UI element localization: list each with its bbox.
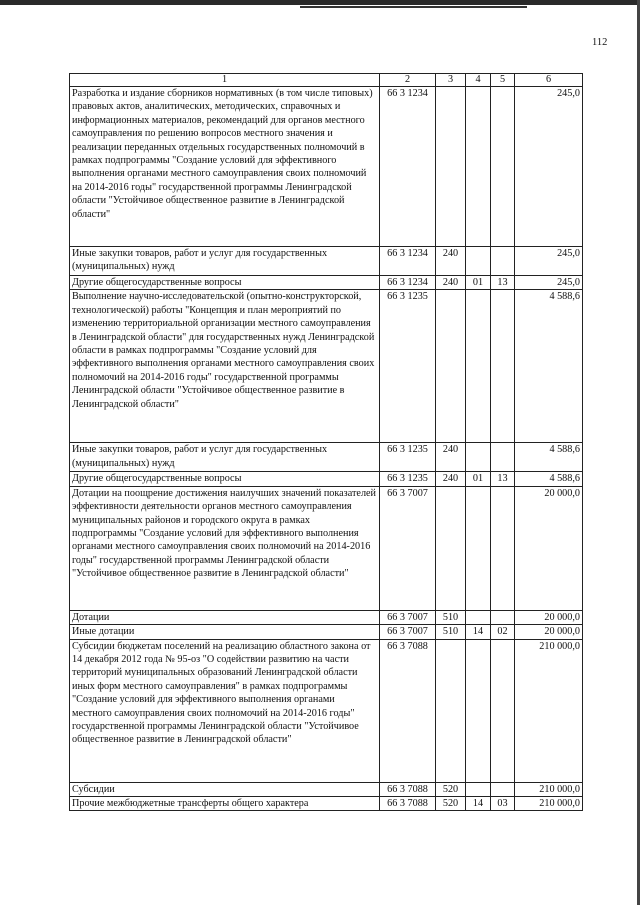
row-code: 66 3 7088 — [380, 797, 436, 811]
row-vr: 520 — [436, 782, 466, 796]
row-code: 66 3 7088 — [380, 782, 436, 796]
row-rz — [466, 290, 491, 443]
row-rz: 14 — [466, 625, 491, 639]
header-cell: 2 — [380, 74, 436, 87]
row-code: 66 3 7007 — [380, 610, 436, 624]
scan-edge-top — [0, 0, 640, 5]
row-amount: 210 000,0 — [515, 782, 583, 796]
row-rz — [466, 247, 491, 276]
row-amount: 4 588,6 — [515, 290, 583, 443]
row-pr — [491, 247, 515, 276]
table-row — [70, 610, 583, 624]
row-name: Иные дотации — [70, 625, 380, 639]
page-number: 112 — [592, 37, 608, 48]
table-row — [70, 486, 583, 610]
row-vr — [436, 486, 466, 610]
row-pr: 03 — [491, 797, 515, 811]
row-code: 66 3 7007 — [380, 486, 436, 610]
table-row — [70, 247, 583, 276]
row-vr: 520 — [436, 797, 466, 811]
table-row — [70, 87, 583, 247]
row-amount: 245,0 — [515, 247, 583, 276]
budget-table — [69, 73, 583, 811]
row-vr: 240 — [436, 443, 466, 472]
row-vr: 240 — [436, 276, 466, 290]
row-name: Субсидии — [70, 782, 380, 796]
row-rz: 14 — [466, 797, 491, 811]
table-row — [70, 782, 583, 796]
row-amount: 245,0 — [515, 87, 583, 247]
table-row — [70, 290, 583, 443]
row-name: Выполнение научно-исследовательской (опытно-конструкторской, технологической) работы "Концепция и план мероприятий по изменению территориальной организации местного самоуправления в Ленинградской области" для государственных нужд Ленинградской области в рамках подпрограммы "Создание условий для эффективного выполнения органами местного самоуправления своих полномочий на 2014-2016 годы" государственной программы Ленинградской области "Устойчивое общественное развитие в Ленинградской области" — [70, 290, 380, 443]
row-name: Другие общегосударственные вопросы — [70, 276, 380, 290]
row-amount: 210 000,0 — [515, 639, 583, 782]
row-name: Дотации — [70, 610, 380, 624]
row-vr: 240 — [436, 472, 466, 486]
row-rz — [466, 782, 491, 796]
row-amount: 20 000,0 — [515, 610, 583, 624]
row-vr — [436, 290, 466, 443]
row-vr — [436, 639, 466, 782]
row-vr: 510 — [436, 610, 466, 624]
row-pr — [491, 639, 515, 782]
row-code: 66 3 1235 — [380, 472, 436, 486]
table-row — [70, 276, 583, 290]
row-rz — [466, 610, 491, 624]
row-name: Дотации на поощрение достижения наилучших значений показателей эффективности деятельности органов местного самоуправления муниципальных районов и городского округа в рамках подпрограммы "Создание условий для эффективного выполнения органами местного самоуправления своих полномочий на 2014-2016 годы" государственной программы Ленинградской области "Устойчивое общественное развитие в Ленинградской области" — [70, 486, 380, 610]
row-rz — [466, 443, 491, 472]
table-row — [70, 797, 583, 811]
row-code: 66 3 1235 — [380, 443, 436, 472]
row-pr: 02 — [491, 625, 515, 639]
row-rz — [466, 639, 491, 782]
row-name: Иные закупки товаров, работ и услуг для государственных (муниципальных) нужд — [70, 443, 380, 472]
row-code: 66 3 1234 — [380, 87, 436, 247]
row-amount: 4 588,6 — [515, 443, 583, 472]
row-code: 66 3 7007 — [380, 625, 436, 639]
row-vr: 240 — [436, 247, 466, 276]
row-pr — [491, 290, 515, 443]
scan-edge-mark — [300, 6, 527, 8]
table-row — [70, 625, 583, 639]
row-pr: 13 — [491, 472, 515, 486]
row-code: 66 3 1234 — [380, 247, 436, 276]
row-code: 66 3 1235 — [380, 290, 436, 443]
row-vr — [436, 87, 466, 247]
row-name: Другие общегосударственные вопросы — [70, 472, 380, 486]
header-cell: 6 — [515, 74, 583, 87]
row-name: Прочие межбюджетные трансферты общего характера — [70, 797, 380, 811]
header-cell: 4 — [466, 74, 491, 87]
row-name: Иные закупки товаров, работ и услуг для государственных (муниципальных) нужд — [70, 247, 380, 276]
header-cell: 1 — [70, 74, 380, 87]
row-amount: 20 000,0 — [515, 486, 583, 610]
header-cell: 3 — [436, 74, 466, 87]
table-row — [70, 472, 583, 486]
row-amount: 245,0 — [515, 276, 583, 290]
row-vr: 510 — [436, 625, 466, 639]
table-row — [70, 443, 583, 472]
row-pr — [491, 610, 515, 624]
row-name: Субсидии бюджетам поселений на реализацию областного закона от 14 декабря 2012 года № 95-оз "О содействии развитию на части территорий муниципальных образований Ленинградской области иных форм местного самоуправления" в рамках подпрограммы "Создание условий для эффективного выполнения органами местного самоуправления своих полномочий на 2014-2016 годы" государственной программы Ленинградской области "Устойчивое общественное развитие в Ленинградской области" — [70, 639, 380, 782]
row-pr — [491, 87, 515, 247]
row-rz: 01 — [466, 472, 491, 486]
row-amount: 4 588,6 — [515, 472, 583, 486]
header-cell: 5 — [491, 74, 515, 87]
row-code: 66 3 7088 — [380, 639, 436, 782]
row-pr — [491, 782, 515, 796]
row-pr — [491, 443, 515, 472]
row-rz: 01 — [466, 276, 491, 290]
table-header-row — [70, 74, 583, 87]
row-rz — [466, 87, 491, 247]
row-amount: 210 000,0 — [515, 797, 583, 811]
row-pr: 13 — [491, 276, 515, 290]
row-pr — [491, 486, 515, 610]
row-name: Разработка и издание сборников нормативных (в том числе типовых) правовых актов, аналитических, методических, справочных и информационных материалов, рекомендаций для органов местного самоуправления по решению вопросов местного значения и реализации переданных отдельных государственных полномочий в рамках подпрограммы "Создание условий для эффективного выполнения органами местного самоуправления своих полномочий на 2014-2016 годы" государственной программы Ленинградской области "Устойчивое общественное развитие в Ленинградской области" — [70, 87, 380, 247]
row-amount: 20 000,0 — [515, 625, 583, 639]
table-row — [70, 639, 583, 782]
row-code: 66 3 1234 — [380, 276, 436, 290]
row-rz — [466, 486, 491, 610]
